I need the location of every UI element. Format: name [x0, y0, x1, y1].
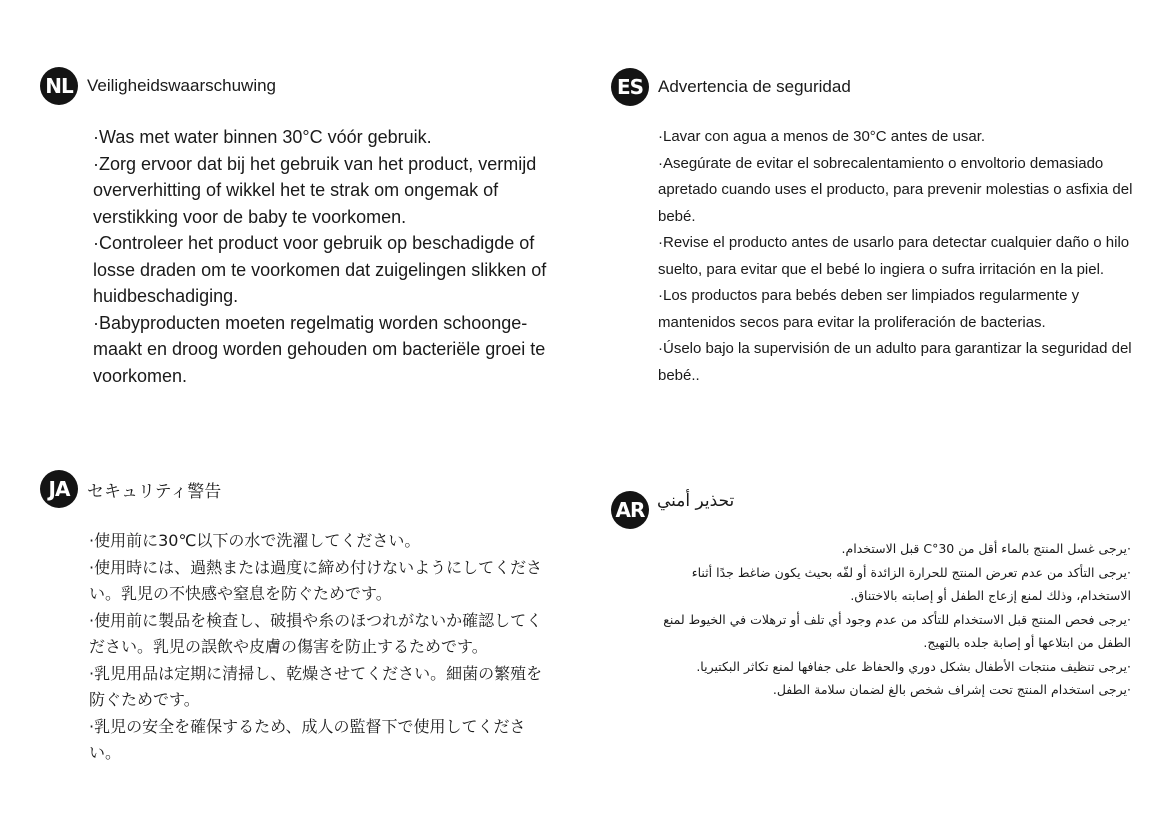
- warning-list-es: [658, 124, 1138, 389]
- warning-item: ·Los productos para bebés deben ser limpiados regularmente y mantenidos secos para evitar la proliferación de bacterias.: [658, 287, 1080, 331]
- warning-list-nl: [93, 124, 563, 389]
- warning-item: ·乳児用品は定期に清掃し、乾燥させてください。細菌の繁殖を防ぐためです。: [89, 663, 543, 709]
- warning-item: ·Controleer het product voor gebruik op beschadigde of losse draden om te voorkomen dat zuigelingen slikken of huidbeschadiging.: [93, 233, 547, 306]
- warning-item: ·使用時には、過熱または過度に締め付けないようにしてください。乳児の不快感や窒息を防ぐためです。: [89, 557, 543, 603]
- section-title-ja: セキュリティ警告: [87, 481, 222, 501]
- warning-list-ar: [655, 537, 1131, 702]
- warning-item: ·Was met water binnen 30°C vóór gebruik.: [93, 127, 432, 147]
- warning-item: ·Babyproducten moeten regelmatig worden schoonge-maakt en droog worden gehouden om bacteriële groei te voorkomen.: [93, 312, 546, 386]
- warning-item: ·Asegúrate de evitar el sobrecalentamiento o envoltorio demasiado apretado cuando uses el producto, para prevenir molestias o asfixia del bebé.: [658, 154, 1133, 225]
- section-header-ar: [611, 491, 734, 529]
- warning-item: ·يرجى فحص المنتج قبل الاستخدام للتأكد من عدم وجود أي تلف أو ترهلات في الخيوط لمنع الطفل من ابتلاعها أو إصابة جلده بالتهيج.: [663, 611, 1131, 650]
- language-badge-ja: JA: [40, 470, 78, 508]
- warning-item: ·使用前に製品を検査し、破損や糸のほつれがないか確認してください。乳児の誤飲や皮膚の傷害を防止するためです。: [89, 610, 543, 656]
- section-header-es: [611, 68, 851, 106]
- language-badge-es: ES: [611, 68, 649, 106]
- section-title-nl: Veiligheidswaarschuwing: [87, 76, 277, 95]
- warning-item: ·Zorg ervoor dat bij het gebruik van het product, vermijd oververhitting of wikkel het te strak om ongemak of verstikking voor de baby te voorkomen.: [93, 153, 537, 227]
- warning-item: ·يرجى تنظيف منتجات الأطفال بشكل دوري والحفاظ على جفافها لمنع تكاثر البكتيريا.: [696, 658, 1131, 674]
- warning-list-ja: [89, 528, 554, 767]
- section-header-ja: [40, 470, 221, 508]
- warning-item: ·使用前に30℃以下の水で洗濯してください。: [89, 531, 421, 550]
- warning-item: ·يرجى غسل المنتج بالماء أقل من 30°C قبل الاستخدام.: [841, 541, 1131, 556]
- section-title-es: Advertencia de seguridad: [658, 77, 851, 96]
- language-badge-ar: AR: [611, 491, 649, 529]
- warning-item: ·Úselo bajo la supervisión de un adulto para garantizar la seguridad del bebé..: [658, 340, 1132, 384]
- warning-item: ·يرجى التأكد من عدم تعرض المنتج للحرارة الزائدة أو لفّه بحيث يكون ضاغط جدًا أثناء الاستخدام، وذلك لمنع إزعاج الطفل أو إصابته بالاختناق.: [691, 564, 1131, 603]
- warning-item: ·Lavar con agua a menos de 30°C antes de usar.: [658, 128, 986, 145]
- section-title-ar: تحذير أمني: [657, 491, 735, 511]
- warning-item: ·يرجى استخدام المنتج تحت إشراف شخص بالغ لضمان سلامة الطفل.: [772, 682, 1131, 697]
- section-header-nl: [40, 67, 276, 105]
- warning-item: ·乳児の安全を確保するため、成人の監督下で使用してください。: [89, 716, 526, 762]
- language-badge-nl: NL: [40, 67, 78, 105]
- warning-item: ·Revise el producto antes de usarlo para detectar cualquier daño o hilo suelto, para evitar que el bebé lo ingiera o sufra irritación en la piel.: [658, 234, 1130, 278]
